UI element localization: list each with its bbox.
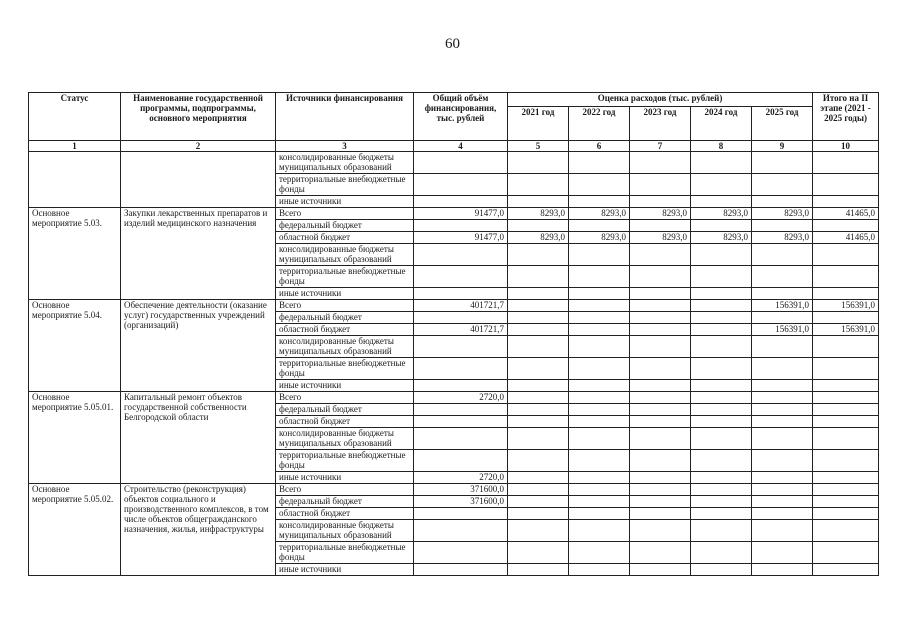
year-value-cell [691, 336, 752, 358]
year-value-cell [630, 520, 691, 542]
header-total: Общий объём финансирования, тыс. рублей [414, 93, 508, 141]
year-value-cell [569, 404, 630, 416]
table-row [29, 300, 879, 312]
year-value-cell [508, 520, 569, 542]
year-value-cell [508, 484, 569, 496]
year-value-cell [630, 174, 691, 196]
year-value-cell [508, 220, 569, 232]
year-value-cell [508, 392, 569, 404]
year-value-cell [691, 380, 752, 392]
year-value-cell [508, 324, 569, 336]
funding-source-cell: федеральный бюджет [276, 220, 414, 232]
itogo-cell [813, 152, 879, 174]
year-value-cell [691, 472, 752, 484]
total-funding-cell [414, 220, 508, 232]
year-value-cell [630, 266, 691, 288]
itogo-cell: 41465,0 [813, 208, 879, 220]
itogo-cell: 156391,0 [813, 324, 879, 336]
header-estimate: Оценка расходов (тыс. рублей) [508, 93, 813, 107]
column-number-row [29, 141, 879, 152]
funding-source-cell: Всего [276, 300, 414, 312]
year-value-cell [691, 266, 752, 288]
year-value-cell [630, 324, 691, 336]
total-funding-cell: 371600,0 [414, 484, 508, 496]
year-value-cell [569, 472, 630, 484]
year-value-cell [630, 428, 691, 450]
measure-name-cell: Обеспечение деятельности (оказание услуг) государственных учреждений (организаций) [121, 300, 276, 392]
year-value-cell [508, 174, 569, 196]
year-value-cell [508, 336, 569, 358]
itogo-cell [813, 508, 879, 520]
year-value-cell [630, 542, 691, 564]
funding-source-cell: областной бюджет [276, 416, 414, 428]
year-value-cell [691, 404, 752, 416]
itogo-cell [813, 428, 879, 450]
year-value-cell [569, 358, 630, 380]
funding-source-cell: федеральный бюджет [276, 312, 414, 324]
total-funding-cell [414, 508, 508, 520]
year-value-cell [630, 380, 691, 392]
year-value-cell [691, 496, 752, 508]
funding-source-cell: консолидированные бюджеты муниципальных образований [276, 336, 414, 358]
year-value-cell [630, 392, 691, 404]
status-cell: Основное мероприятие 5.04. [29, 300, 121, 392]
year-value-cell [569, 428, 630, 450]
year-value-cell [691, 196, 752, 208]
year-value-cell [691, 542, 752, 564]
column-number: 6 [569, 141, 630, 152]
year-value-cell: 8293,0 [691, 208, 752, 220]
itogo-cell [813, 358, 879, 380]
total-funding-cell [414, 542, 508, 564]
funding-source-cell: Всего [276, 484, 414, 496]
year-value-cell [508, 508, 569, 520]
year-value-cell [569, 450, 630, 472]
itogo-cell [813, 220, 879, 232]
total-funding-cell: 91477,0 [414, 208, 508, 220]
year-value-cell [752, 496, 813, 508]
year-value-cell [752, 196, 813, 208]
year-value-cell [691, 312, 752, 324]
year-value-cell: 8293,0 [508, 232, 569, 244]
itogo-cell [813, 496, 879, 508]
itogo-cell [813, 542, 879, 564]
year-value-cell [569, 220, 630, 232]
year-value-cell [569, 324, 630, 336]
year-value-cell [630, 450, 691, 472]
year-value-cell [752, 508, 813, 520]
total-funding-cell [414, 196, 508, 208]
year-value-cell: 8293,0 [752, 232, 813, 244]
status-cell: Основное мероприятие 5.05.02. [29, 484, 121, 576]
year-value-cell [508, 416, 569, 428]
year-value-cell [508, 196, 569, 208]
budget-table [28, 92, 879, 576]
year-value-cell [630, 336, 691, 358]
year-value-cell [569, 496, 630, 508]
year-value-cell [691, 416, 752, 428]
year-value-cell [691, 324, 752, 336]
itogo-cell [813, 288, 879, 300]
column-number: 2 [121, 141, 276, 152]
total-funding-cell: 401721,7 [414, 324, 508, 336]
funding-source-cell: Всего [276, 208, 414, 220]
header-year-2024: 2024 год [691, 107, 752, 141]
itogo-cell [813, 472, 879, 484]
table-row [29, 208, 879, 220]
total-funding-cell [414, 416, 508, 428]
status-cell [29, 152, 121, 208]
year-value-cell [691, 428, 752, 450]
year-value-cell [630, 196, 691, 208]
year-value-cell [569, 196, 630, 208]
header-year-2023: 2023 год [630, 107, 691, 141]
year-value-cell: 156391,0 [752, 300, 813, 312]
year-value-cell: 8293,0 [752, 208, 813, 220]
year-value-cell [752, 484, 813, 496]
year-value-cell [752, 358, 813, 380]
itogo-cell [813, 196, 879, 208]
year-value-cell [508, 152, 569, 174]
funding-source-cell: консолидированные бюджеты муниципальных образований [276, 244, 414, 266]
total-funding-cell [414, 380, 508, 392]
year-value-cell [569, 392, 630, 404]
table-body [29, 141, 879, 576]
year-value-cell [752, 428, 813, 450]
year-value-cell [752, 288, 813, 300]
year-value-cell: 8293,0 [569, 232, 630, 244]
year-value-cell [630, 404, 691, 416]
year-value-cell [508, 450, 569, 472]
year-value-cell [630, 288, 691, 300]
funding-source-cell: областной бюджет [276, 508, 414, 520]
year-value-cell [508, 542, 569, 564]
year-value-cell [569, 508, 630, 520]
status-cell: Основное мероприятие 5.05.01. [29, 392, 121, 484]
header-name: Наименование государственной программы, подпрограммы, основного мероприятия [121, 93, 276, 141]
year-value-cell [569, 520, 630, 542]
total-funding-cell [414, 404, 508, 416]
funding-source-cell: консолидированные бюджеты муниципальных образований [276, 428, 414, 450]
year-value-cell [630, 496, 691, 508]
total-funding-cell [414, 564, 508, 576]
column-number: 1 [29, 141, 121, 152]
total-funding-cell [414, 450, 508, 472]
funding-source-cell: областной бюджет [276, 324, 414, 336]
year-value-cell: 8293,0 [569, 208, 630, 220]
year-value-cell [508, 358, 569, 380]
funding-source-cell: иные источники [276, 472, 414, 484]
itogo-cell [813, 380, 879, 392]
header-status: Статус [29, 93, 121, 141]
year-value-cell [630, 564, 691, 576]
total-funding-cell [414, 152, 508, 174]
year-value-cell [752, 472, 813, 484]
year-value-cell [691, 244, 752, 266]
total-funding-cell [414, 520, 508, 542]
table-row [29, 152, 879, 174]
year-value-cell [569, 174, 630, 196]
year-value-cell [691, 288, 752, 300]
year-value-cell: 156391,0 [752, 324, 813, 336]
year-value-cell [691, 174, 752, 196]
itogo-cell [813, 416, 879, 428]
year-value-cell [569, 380, 630, 392]
itogo-cell [813, 450, 879, 472]
total-funding-cell [414, 312, 508, 324]
funding-source-cell: территориальные внебюджетные фонды [276, 542, 414, 564]
year-value-cell [569, 288, 630, 300]
itogo-cell [813, 404, 879, 416]
year-value-cell [508, 380, 569, 392]
column-number: 9 [752, 141, 813, 152]
year-value-cell [691, 392, 752, 404]
year-value-cell [569, 336, 630, 358]
itogo-cell [813, 564, 879, 576]
year-value-cell [691, 220, 752, 232]
column-number: 4 [414, 141, 508, 152]
year-value-cell [752, 392, 813, 404]
year-value-cell [508, 300, 569, 312]
header-itogo: Итого на II этапе (2021 - 2025 годы) [813, 93, 879, 141]
year-value-cell [630, 358, 691, 380]
year-value-cell [630, 416, 691, 428]
itogo-cell [813, 266, 879, 288]
itogo-cell [813, 392, 879, 404]
funding-source-cell: территориальные внебюджетные фонды [276, 266, 414, 288]
year-value-cell [508, 266, 569, 288]
year-value-cell [691, 450, 752, 472]
funding-source-cell: иные источники [276, 288, 414, 300]
total-funding-cell [414, 288, 508, 300]
year-value-cell [691, 300, 752, 312]
year-value-cell [630, 244, 691, 266]
funding-source-cell: консолидированные бюджеты муниципальных образований [276, 152, 414, 174]
funding-source-cell: иные источники [276, 196, 414, 208]
column-number: 3 [276, 141, 414, 152]
year-value-cell [752, 404, 813, 416]
funding-source-cell: Всего [276, 392, 414, 404]
year-value-cell [569, 416, 630, 428]
total-funding-cell [414, 336, 508, 358]
year-value-cell [630, 312, 691, 324]
year-value-cell [752, 312, 813, 324]
column-number: 5 [508, 141, 569, 152]
year-value-cell [752, 520, 813, 542]
funding-source-cell: федеральный бюджет [276, 496, 414, 508]
year-value-cell: 8293,0 [630, 208, 691, 220]
itogo-cell [813, 312, 879, 324]
total-funding-cell [414, 358, 508, 380]
total-funding-cell: 371600,0 [414, 496, 508, 508]
year-value-cell [508, 404, 569, 416]
year-value-cell [569, 152, 630, 174]
header-sources: Источники финансирования [276, 93, 414, 141]
year-value-cell [569, 564, 630, 576]
year-value-cell [508, 428, 569, 450]
year-value-cell [752, 416, 813, 428]
total-funding-cell [414, 266, 508, 288]
table-row [29, 484, 879, 496]
itogo-cell [813, 174, 879, 196]
year-value-cell [691, 520, 752, 542]
year-value-cell [508, 288, 569, 300]
year-value-cell [630, 508, 691, 520]
column-number: 7 [630, 141, 691, 152]
year-value-cell: 8293,0 [508, 208, 569, 220]
year-value-cell [752, 244, 813, 266]
total-funding-cell: 2720,0 [414, 392, 508, 404]
year-value-cell [752, 152, 813, 174]
year-value-cell [752, 266, 813, 288]
year-value-cell [752, 220, 813, 232]
measure-name-cell [121, 152, 276, 208]
itogo-cell [813, 520, 879, 542]
year-value-cell [569, 542, 630, 564]
year-value-cell [691, 152, 752, 174]
funding-source-cell: территориальные внебюджетные фонды [276, 174, 414, 196]
year-value-cell [569, 244, 630, 266]
year-value-cell [752, 542, 813, 564]
measure-name-cell: Закупки лекарственных препаратов и изделий медицинского назначения [121, 208, 276, 300]
header-year-2022: 2022 год [569, 107, 630, 141]
funding-source-cell: иные источники [276, 564, 414, 576]
year-value-cell: 8293,0 [691, 232, 752, 244]
header-year-2021: 2021 год [508, 107, 569, 141]
year-value-cell [630, 220, 691, 232]
itogo-cell: 41465,0 [813, 232, 879, 244]
year-value-cell [508, 564, 569, 576]
header-year-2025: 2025 год [752, 107, 813, 141]
table-row [29, 392, 879, 404]
year-value-cell [508, 312, 569, 324]
itogo-cell [813, 336, 879, 358]
total-funding-cell [414, 244, 508, 266]
measure-name-cell: Капитальный ремонт объектов государственной собственности Белгородской области [121, 392, 276, 484]
year-value-cell: 8293,0 [630, 232, 691, 244]
year-value-cell [752, 174, 813, 196]
column-number: 10 [813, 141, 879, 152]
year-value-cell [691, 358, 752, 380]
year-value-cell [630, 484, 691, 496]
total-funding-cell: 2720,0 [414, 472, 508, 484]
year-value-cell [508, 244, 569, 266]
funding-source-cell: иные источники [276, 380, 414, 392]
page-number: 60 [445, 36, 460, 52]
year-value-cell [630, 472, 691, 484]
year-value-cell [630, 152, 691, 174]
year-value-cell [691, 508, 752, 520]
year-value-cell [508, 496, 569, 508]
year-value-cell [569, 484, 630, 496]
year-value-cell [752, 450, 813, 472]
measure-name-cell: Строительство (реконструкция) объектов социального и производственного комплексов, в том числе объектов общегражданского назначения, жилья, инфраструктуры [121, 484, 276, 576]
year-value-cell [752, 380, 813, 392]
column-number: 8 [691, 141, 752, 152]
year-value-cell [752, 564, 813, 576]
funding-source-cell: территориальные внебюджетные фонды [276, 358, 414, 380]
year-value-cell [752, 336, 813, 358]
year-value-cell [569, 312, 630, 324]
funding-source-cell: территориальные внебюджетные фонды [276, 450, 414, 472]
total-funding-cell [414, 428, 508, 450]
year-value-cell [569, 266, 630, 288]
total-funding-cell: 91477,0 [414, 232, 508, 244]
itogo-cell [813, 484, 879, 496]
funding-source-cell: областной бюджет [276, 232, 414, 244]
funding-source-cell: консолидированные бюджеты муниципальных образований [276, 520, 414, 542]
year-value-cell [691, 564, 752, 576]
itogo-cell: 156391,0 [813, 300, 879, 312]
itogo-cell [813, 244, 879, 266]
total-funding-cell [414, 174, 508, 196]
year-value-cell [630, 300, 691, 312]
year-value-cell [569, 300, 630, 312]
year-value-cell [691, 484, 752, 496]
funding-source-cell: федеральный бюджет [276, 404, 414, 416]
year-value-cell [508, 472, 569, 484]
total-funding-cell: 401721,7 [414, 300, 508, 312]
status-cell: Основное мероприятие 5.03. [29, 208, 121, 300]
